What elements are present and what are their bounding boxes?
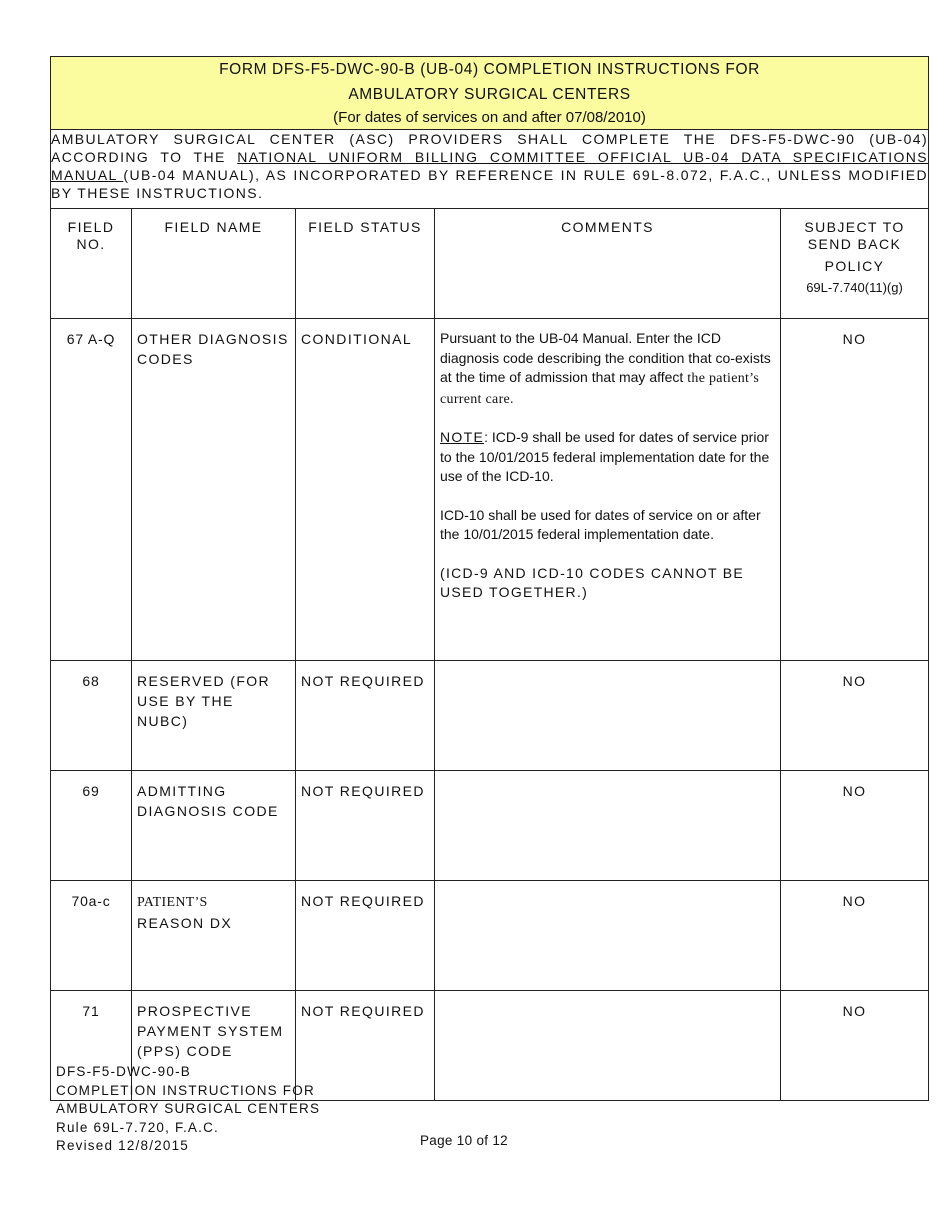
manual-reference: NATIONAL UNIFORM BILLING COMMITTEE OFFICIAL UB-04 DATA SPECIFICATIONS MANUAL [51, 149, 929, 183]
comment-warning: (ICD-9 AND ICD-10 CODES CANNOT BE USED TOGETHER.) [440, 564, 745, 600]
table-row [51, 881, 929, 991]
header-field-no [51, 209, 132, 319]
header-comments: COMMENTS [435, 209, 781, 319]
footer-rule: Rule 69L-7.720, F.A.C. [56, 1119, 219, 1135]
header-field-status: FIELD STATUS [296, 209, 435, 319]
note-paragraph [440, 428, 775, 487]
field-status: NOT REQUIRED [296, 991, 435, 1101]
intro-text-2: (UB-04 MANUAL), AS INCORPORATED BY REFERENCE IN RULE 69L-8.072, F.A.C., UNLESS MODIFIED BY THESE INSTRUCTIONS. [51, 167, 929, 201]
table-row [51, 319, 929, 661]
field-name: ADMITTING DIAGNOSIS CODE [132, 771, 296, 881]
title-row [51, 57, 929, 130]
page-footer [56, 1063, 320, 1156]
field-number: 67 A-Q [51, 319, 132, 661]
field-status: CONDITIONAL [296, 319, 435, 661]
field-status: NOT REQUIRED [296, 771, 435, 881]
field-comments [435, 991, 781, 1101]
instructions-form [50, 56, 928, 1101]
send-back-value: NO [781, 661, 929, 771]
field-status: NOT REQUIRED [296, 881, 435, 991]
footer-line-2: COMPLETION INSTRUCTIONS FOR [56, 1082, 315, 1098]
intro-text-1: AMBULATORY SURGICAL CENTER (ASC) PROVIDERS SHALL COMPLETE THE DFS-F5-DWC-90 (UB-04) ACCORDING TO THE [51, 131, 929, 165]
intro-paragraph [51, 130, 929, 209]
table-row [51, 661, 929, 771]
field-number: 71 [51, 991, 132, 1101]
field-comments [435, 319, 781, 661]
send-back-value: NO [781, 991, 929, 1101]
header-send-back-line2: SEND BACK [807, 236, 902, 252]
comment-text-serif: the patient’s current care. [440, 371, 760, 407]
column-header-row [51, 209, 929, 319]
field-number: 70a-c [51, 881, 132, 991]
form-subtitle: (For dates of services on and after 07/08/2010) [333, 109, 646, 126]
header-field-name: FIELD NAME [132, 209, 296, 319]
field-comments [435, 771, 781, 881]
header-send-back-line3: POLICY [824, 258, 885, 274]
form-title-block [51, 57, 929, 130]
footer-revised: Revised 12/8/2015 [56, 1138, 189, 1153]
header-field-no-line2: NO. [76, 236, 106, 252]
footer-form-id: DFS-F5-DWC-90-B [56, 1064, 191, 1079]
field-number: 69 [51, 771, 132, 881]
header-field-no-line1: FIELD [67, 219, 115, 235]
field-name: RESERVED (FOR USE BY THE NUBC) [132, 661, 296, 771]
field-comments [435, 881, 781, 991]
footer-line-3: AMBULATORY SURGICAL CENTERS [56, 1101, 321, 1116]
header-send-back-policy [781, 209, 929, 319]
field-comments [435, 661, 781, 771]
send-back-value: NO [781, 771, 929, 881]
intro-row [51, 130, 929, 209]
field-number: 68 [51, 661, 132, 771]
header-send-back-line1: SUBJECT TO [804, 219, 905, 235]
send-back-value: NO [781, 881, 929, 991]
comment-paragraph [440, 329, 775, 409]
page-number: Page 10 of 12 [420, 1133, 508, 1148]
field-name: PROSPECTIVE PAYMENT SYSTEM (PPS) CODE [132, 991, 296, 1101]
field-name-line1: PATIENT’S [137, 895, 208, 910]
header-send-back-rule: 69L-7.740(11)(g) [806, 280, 903, 295]
note-label: NOTE [440, 429, 485, 445]
field-name [132, 881, 296, 991]
form-table [50, 56, 929, 1101]
comment-paragraph-icd10: ICD-10 shall be used for dates of service on or after the 10/01/2015 federal implementation date. [440, 506, 761, 542]
form-title-line-1: FORM DFS-F5-DWC-90-B (UB-04) COMPLETION INSTRUCTIONS FOR [219, 61, 760, 78]
form-title-line-2: AMBULATORY SURGICAL CENTERS [348, 86, 631, 103]
field-name: OTHER DIAGNOSIS CODES [132, 319, 296, 661]
note-text: : ICD-9 shall be used for dates of service prior to the 10/01/2015 federal implementation date for the use of the ICD-10. [440, 429, 770, 484]
field-name-line2: REASON DX [137, 915, 233, 931]
send-back-value: NO [781, 319, 929, 661]
table-row [51, 771, 929, 881]
comment-text: Pursuant to the UB-04 Manual. Enter the ICD diagnosis code describing the condition that co-exists at the time of admission that may affect [440, 330, 771, 385]
field-status: NOT REQUIRED [296, 661, 435, 771]
